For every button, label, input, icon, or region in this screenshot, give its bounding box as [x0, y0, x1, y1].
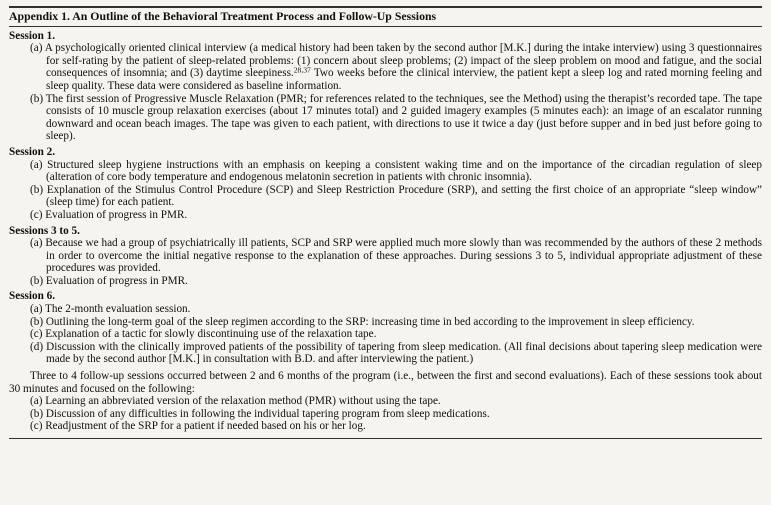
item-label: (a) — [30, 42, 43, 55]
outline-item — [30, 420, 762, 433]
item-text: The 2-month evaluation session. — [45, 303, 191, 316]
outline-item — [30, 340, 763, 366]
item-label: (b) — [30, 315, 44, 328]
bottom-horizontal-rule — [9, 438, 762, 439]
outline-item — [30, 158, 762, 184]
section-session-1 — [9, 30, 762, 143]
section-sessions-3-to-5 — [9, 225, 762, 288]
appendix-header — [9, 6, 762, 27]
outline-item — [30, 303, 762, 316]
section-session-6 — [9, 290, 762, 366]
item-label: (b) — [30, 92, 44, 105]
item-text: Outlining the long-term goal of the sleep regimen according to the SRP: increasing time in bed according to the improvement in sleep efficiency. — [45, 315, 695, 328]
section-heading: Session 2. — [9, 145, 56, 158]
outline-item — [30, 208, 762, 222]
section-follow-up — [9, 370, 762, 433]
item-label: (a) — [30, 395, 43, 408]
outline-item — [30, 395, 762, 408]
item-text: Explanation of the Stimulus Control Procedure (SCP) and Sleep Restriction Procedure (SRP), and setting the first choice of an appropriate “sleep window” (sleep time) for each patient. — [46, 183, 763, 209]
section-heading: Session 1. — [9, 29, 56, 42]
item-text: The first session of Progressive Muscle Relaxation (PMR; for references related to the techniques, see the Method) using the therapist’s recorded tape. The tape consists of 10 muscle group relaxation exercises (about 17 minutes total) and 2 guided imagery examples (5 minutes each): an image of an escalator running downward and ocean beach images. The tape was given to each patient, with directions to use it twice a day (just before supper and in bed just before going to sleep). — [45, 92, 762, 143]
item-text: Explanation of a tactic for slowly discontinuing use of the relaxation tape. — [45, 328, 377, 341]
outline-item — [30, 42, 762, 92]
outline-item — [30, 328, 762, 341]
item-label: (d) — [30, 340, 44, 353]
item-label: (a) — [30, 303, 43, 316]
item-label: (b) — [30, 407, 44, 420]
item-text: Learning an abbreviated version of the relaxation method (PMR) without using the tape. — [45, 395, 441, 408]
section-heading: Session 6. — [9, 290, 56, 303]
section-session-2 — [9, 146, 762, 222]
item-text: Discussion with the clinically improved patients of the possibility of tapering from sleep medication. (All final decisions about tapering sleep medication were made by the second author [M.K.] in consultation with B.D. and after interviewing the patient.) — [46, 340, 763, 366]
item-label: (c) — [30, 208, 43, 221]
section-heading: Sessions 3 to 5. — [9, 224, 80, 237]
item-text: Evaluation of progress in PMR. — [45, 274, 188, 287]
item-text: Structured sleep hygiene instructions with an emphasis on keeping a consistent waking time and on the importance of the circadian regulation of sleep (alteration of core body temperature and endogenous melatonin secretion in patients with chronic insomnia). — [46, 158, 762, 184]
item-text: Readjustment of the SRP for a patient if needed based on his or her log. — [45, 420, 366, 433]
item-text: Discussion of any difficulties in following the individual tapering program from sleep medications. — [45, 407, 490, 420]
item-label: (a) — [30, 158, 43, 171]
item-label: (a) — [30, 237, 43, 250]
item-text: Two weeks before the clinical interview, the patient kept a sleep log and rated morning feeling and sleep quality. These data were considered as baseline information. — [46, 67, 762, 92]
outline-item — [30, 407, 762, 421]
outline-item — [30, 183, 763, 209]
item-label: (c) — [30, 420, 43, 433]
item-text: A psychologically oriented clinical interview (a medical history had been taken by the second author [M.K.] during the intake interview) using 3 questionnaires for self-rating by the patient of sleep-related problems: (1) concern about sleep problems; (2) impact of the sleep problem on mood and fatigue, and the social consequences of insomnia; and (3) daytime sleepiness. — [44, 42, 762, 80]
outline-item — [30, 92, 762, 143]
item-label: (c) — [30, 328, 43, 341]
item-text: Evaluation of progress in PMR. — [45, 208, 188, 221]
outline-item — [30, 274, 762, 288]
item-label: (b) — [30, 183, 44, 196]
outline-item — [30, 237, 762, 275]
item-text: Because we had a group of psychiatrically ill patients, SCP and SRP were applied much more slowly than was recommended by the authors of these 2 methods in order to overcome the initial negative response to the explanation of these approaches. During sessions 3 to 5, individual appropriate adjustment of these procedures was provided. — [45, 237, 762, 275]
item-label: (b) — [30, 274, 44, 287]
followup-intro: Three to 4 follow-up sessions occurred between 2 and 6 months of the program (i.e., between the first and second evaluations). Each of these sessions took about 30 minutes and focused on the following: — [9, 370, 762, 395]
outline-item — [30, 315, 762, 329]
appendix-title: Appendix 1. An Outline of the Behavioral Treatment Process and Follow-Up Sessions — [9, 9, 437, 23]
reference-superscript: 28,37 — [293, 65, 311, 75]
